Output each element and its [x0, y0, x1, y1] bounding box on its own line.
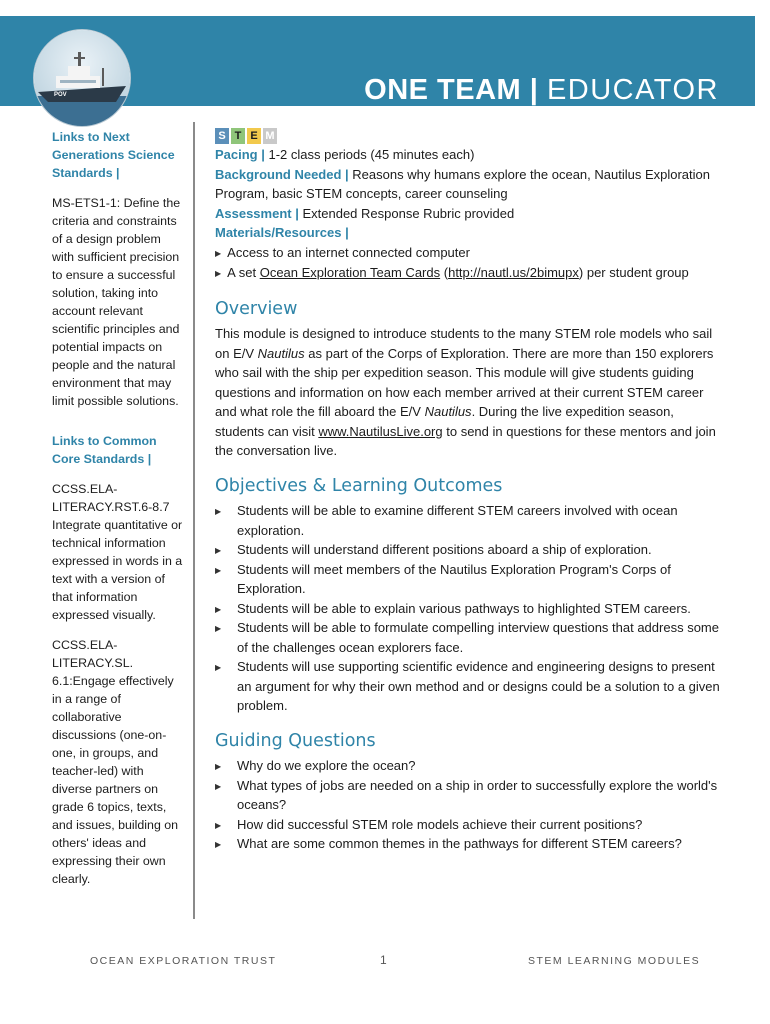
material-item: ▶ Access to an internet connected computer	[215, 244, 470, 260]
footer-left: OCEAN EXPLORATION TRUST	[90, 955, 277, 967]
triangle-bullet-icon: ▶	[215, 565, 222, 575]
page-title: ONE TEAM | EDUCATOR	[364, 74, 719, 106]
list-item: ▶ What types of jobs are needed on a ship in order to successfully explore the world's oceans?	[215, 777, 718, 812]
stem-badge-e: E	[247, 128, 261, 144]
triangle-bullet-icon: ▶	[215, 546, 222, 555]
materials-heading: Materials/Resources |	[215, 225, 349, 240]
ccss-standard: CCSS.ELA-LITERACY.RST.6-8.7 Integrate quantitative or technical information expressed in words in a text with a version of that information expressed visually.	[52, 482, 183, 622]
guiding-questions-heading: Guiding Questions	[215, 730, 376, 751]
list-item: ▶ Students will understand different positions aboard a ship of exploration.	[215, 540, 725, 560]
stem-badge-m: M	[263, 128, 277, 144]
stem-badges	[215, 128, 725, 144]
objectives-heading: Objectives & Learning Outcomes	[215, 475, 503, 496]
triangle-bullet-icon: ▶	[215, 781, 222, 791]
background-line: Background Needed | Reasons why humans explore the ocean, Nautilus Exploration Program, basic STEM concepts, career counseling	[215, 166, 710, 201]
main-content	[215, 128, 725, 854]
overview-paragraph: This module is designed to introduce students to the many STEM role models who sail on E/V Nautilus as part of the Corps of Exploration. There are more than 150 explorers who sail with the ship per expedition season. This module will give students guiding questions and information on how each member arrived at their current STEM career and what role the fill aboard the E/V Nautilus. During the live expedition season, students can visit www.NautilusLive.org to send in questions for these mentors and join the conversation live.	[215, 326, 716, 458]
team-cards-link[interactable]: Ocean Exploration Team Cards	[259, 265, 441, 280]
list-item: ▶ Students will be able to formulate compelling interview questions that address some of the challenges ocean explorers face.	[215, 620, 719, 655]
ngss-code: MS-ETS1-1:	[52, 196, 121, 210]
standards-sidebar	[52, 128, 186, 900]
list-item: ▶ How did successful STEM role models achieve their current positions?	[215, 815, 725, 835]
team-cards-url-link[interactable]: http://nautl.us/2bimupx	[448, 265, 579, 280]
page-number: 1	[380, 953, 389, 967]
list-item: ▶ Students will be able to examine different STEM careers involved with ocean exploration.	[215, 503, 678, 538]
nautiluslive-link[interactable]: www.NautilusLive.org	[318, 423, 443, 439]
list-item: ▶ What are some common themes in the pathways for different STEM careers?	[215, 834, 725, 854]
material-item: ▶ A set Ocean Exploration Team Cards (http://nautl.us/2bimupx) per student group	[215, 265, 689, 280]
objectives-list	[215, 501, 725, 716]
pacing-line: Pacing | 1-2 class periods (45 minutes each)	[215, 147, 475, 162]
triangle-bullet-icon: ▶	[215, 663, 222, 672]
stem-badge-s: S	[215, 128, 229, 144]
triangle-bullet-icon: ▶	[215, 762, 222, 771]
triangle-bullet-icon: ▶	[215, 269, 222, 278]
stem-badge-t: T	[231, 128, 245, 144]
assessment-line: Assessment | Extended Response Rubric provided	[215, 205, 515, 221]
ccss-standard: CCSS.ELA-LITERACY.SL. 6.1:Engage effectively in a range of collaborative discussions (one-on-one, in groups, and teacher-led) with diverse partners on grade 6 topics, texts, and issues, building on others' ideas and expressing their own clearly.	[52, 638, 179, 886]
overview-heading: Overview	[215, 298, 298, 319]
list-item: ▶ Students will meet members of the Nautilus Exploration Program's Corps of Exploration.	[215, 561, 671, 596]
ngss-standard	[52, 194, 186, 410]
list-item: ▶ Why do we explore the ocean?	[215, 756, 725, 776]
ccss-heading: Links to Common Core Standards |	[52, 434, 157, 466]
list-item: ▶ Students will use supporting scientific evidence and engineering designs to present an argument for why their own method and or designs could be a solution to a given problem.	[215, 659, 720, 713]
ship-hull-label: POV	[54, 92, 67, 98]
footer-right: STEM LEARNING MODULES	[528, 955, 701, 967]
guiding-questions-list	[215, 756, 725, 854]
ship-icon	[34, 30, 130, 126]
ngss-heading: Links to Next Generations Science Standards |	[52, 130, 175, 180]
triangle-bullet-icon: ▶	[215, 604, 222, 614]
ngss-text: Define the criteria and constraints of a design problem with sufficient precision to ensure a successful solution, taking into account relevant scientific principles and potential impacts on people and the natural environment that may limit possible solutions.	[52, 196, 181, 408]
triangle-bullet-icon: ▶	[215, 624, 222, 633]
triangle-bullet-icon: ▶	[215, 840, 222, 849]
column-divider	[193, 122, 195, 919]
triangle-bullet-icon: ▶	[215, 507, 222, 516]
list-item: ▶ Students will be able to explain various pathways to highlighted STEM careers.	[215, 599, 725, 619]
triangle-bullet-icon: ▶	[215, 248, 222, 258]
ship-logo	[34, 30, 130, 126]
triangle-bullet-icon: ▶	[215, 820, 222, 830]
